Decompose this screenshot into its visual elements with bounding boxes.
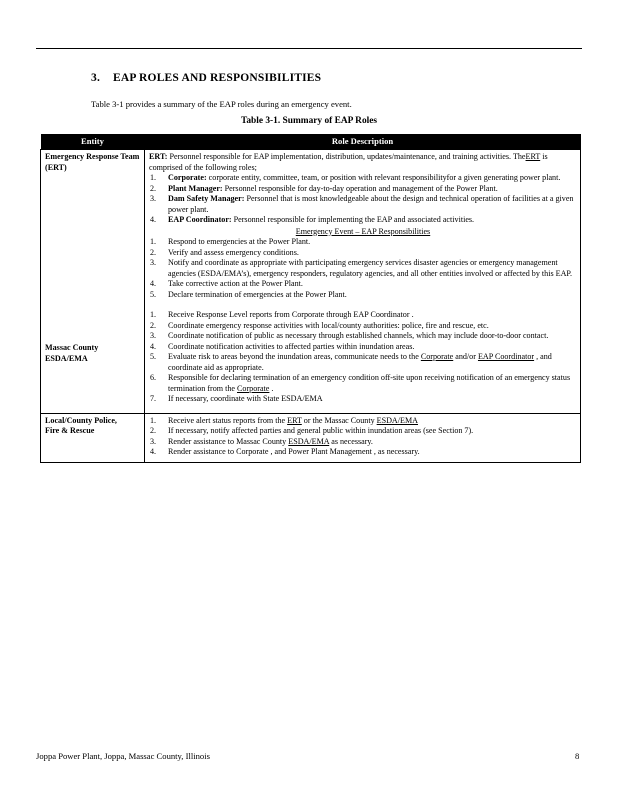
entity-cell <box>41 150 145 414</box>
ert-intro-text: Personnel responsible for EAP implementation, distribution, updates/maintenance, and training activities. The <box>167 152 526 161</box>
table-row-police <box>41 413 581 462</box>
list-item <box>149 321 577 332</box>
list-number: 1. <box>150 237 157 246</box>
list-item <box>149 248 577 259</box>
ert-responsibilities-list <box>149 237 577 300</box>
list-text: Declare termination of emergencies at the Power Plant. <box>168 289 347 299</box>
eap-coordinator-link[interactable]: EAP Coordinator <box>477 352 535 361</box>
list-text: Receive Response Level reports from Corporate through EAP Coordinator . <box>168 310 414 319</box>
list-item <box>149 394 577 405</box>
list-number: 5. <box>150 352 157 361</box>
list-text: . <box>269 383 274 393</box>
list-item <box>149 352 577 373</box>
eap-roles-table <box>40 134 581 463</box>
role-description-cell <box>145 150 581 414</box>
list-number: 2. <box>150 247 157 257</box>
list-number: 3. <box>150 331 157 340</box>
list-number: 1. <box>150 415 157 425</box>
role-label: Dam Safety Manager: <box>168 194 245 203</box>
ert-label: ERT: <box>149 152 168 161</box>
list-item <box>149 416 577 427</box>
list-number: 2. <box>150 320 157 330</box>
section-number: 3. <box>91 72 101 84</box>
list-number: 7. <box>150 394 157 403</box>
entity-spacer <box>45 173 141 343</box>
role-text: Personnel that is most knowledgeable about the design and technical operation of facilities at a given power plant. <box>168 194 574 214</box>
header-role-description: Role Description <box>145 134 581 150</box>
list-item <box>149 373 577 394</box>
entity-cell <box>41 413 145 462</box>
list-number: 2. <box>150 426 157 435</box>
list-item <box>149 279 577 290</box>
list-number: 5. <box>150 289 157 299</box>
list-number: 1. <box>150 310 157 319</box>
list-text: Receive alert status reports from the <box>168 415 288 425</box>
role-text: corporate entity, committee, team, or position with relevant responsibilityfor a given generating power plant. <box>206 173 561 182</box>
list-text: Render assistance to Massac County <box>168 436 289 446</box>
list-text: Render assistance to Corporate , and Power Plant Management , as necessary. <box>168 447 420 456</box>
intro-paragraph: Table 3-1 provides a summary of the EAP roles during an emergency event. <box>91 99 352 109</box>
list-item <box>149 437 577 448</box>
section-title: EAP ROLES AND RESPONSIBILITIES <box>113 72 322 84</box>
list-number: 4. <box>150 341 157 351</box>
entity-ert: Emergency Response Team (ERT) <box>45 152 140 172</box>
list-text: Coordinate emergency response activities with local/county authorities: police, fire and rescue, etc. <box>168 320 489 330</box>
list-text: Verify and assess emergency conditions. <box>168 247 299 257</box>
ert-link[interactable]: ERT <box>287 415 302 425</box>
section-spacer <box>149 300 577 310</box>
esda-list <box>149 310 577 405</box>
list-number: 4. <box>150 215 157 224</box>
list-text: and/or <box>453 352 478 361</box>
list-item <box>149 342 577 353</box>
list-item <box>149 173 577 184</box>
list-number: 4. <box>150 447 157 456</box>
list-item <box>149 331 577 342</box>
list-text: , and coordinate aid as appropriate. <box>168 352 552 372</box>
header-entity: Entity <box>41 134 145 150</box>
corporate-link[interactable]: Corporate <box>420 352 454 361</box>
list-number: 3. <box>150 194 157 203</box>
list-text: as necessary. <box>329 436 373 446</box>
list-item <box>149 447 577 458</box>
ert-intro-tail: is comprised of the following roles; <box>149 152 548 172</box>
list-text: Coordinate notification activities to affected parties within inundation areas. <box>168 341 415 351</box>
ert-link[interactable]: ERT <box>525 152 541 161</box>
ert-intro <box>149 152 577 173</box>
list-text: Notify and coordinate as appropriate with participating emergency services disaster agencies or emergency management agencies (ESDA/EMA’s), emergency responders, regulatory agencies, and all other entities involved or affected by this EAP. <box>168 258 573 278</box>
entity-esda: Massac County ESDA/EMA <box>45 343 99 363</box>
role-label: EAP Coordinator: <box>168 215 232 224</box>
list-item <box>149 237 577 248</box>
corporate-link[interactable]: Corporate <box>237 383 270 393</box>
table-row-ert-and-esda <box>41 150 581 414</box>
esda-ema-link[interactable]: ESDA/EMA <box>376 415 419 425</box>
role-description-cell <box>145 413 581 462</box>
list-number: 3. <box>150 258 157 267</box>
list-item <box>149 426 577 437</box>
role-label: Plant Manager: <box>168 183 223 193</box>
role-text: Personnel responsible for implementing the EAP and associated activities. <box>231 215 475 224</box>
event-responsibilities-heading: Emergency Event – EAP Responsibilities <box>295 226 431 236</box>
entity-police-line2: Fire & Rescue <box>45 426 95 435</box>
list-number: 1. <box>150 173 157 182</box>
list-number: 3. <box>150 436 157 446</box>
table-caption: Table 3-1. Summary of EAP Roles <box>240 116 378 126</box>
role-text: Personnel responsible for day-to-day operation and management of the Power Plant. <box>222 183 498 193</box>
list-item <box>149 310 577 321</box>
list-text: Responsible for declaring termination of an emergency condition off-site upon receiving notification of an emergency status termination from the <box>168 373 571 393</box>
entity-police-line1: Local/County Police, <box>45 415 117 425</box>
list-text: If necessary, notify affected parties and general public within inundation areas (see Section 7). <box>168 426 474 435</box>
list-item <box>149 184 577 195</box>
list-text: Evaluate risk to areas beyond the inundation areas, communicate needs to the <box>168 352 421 361</box>
role-label: Corporate: <box>168 173 207 182</box>
footer-document-location: Joppa Power Plant, Joppa, Massac County, Illinois <box>36 751 210 761</box>
section-spacer <box>149 405 577 409</box>
list-item <box>149 290 577 301</box>
list-text: Respond to emergencies at the Power Plant. <box>168 237 311 246</box>
list-item <box>149 215 577 226</box>
list-text: If necessary, coordinate with State ESDA/EMA <box>168 394 323 403</box>
section-heading <box>91 72 321 84</box>
header-rule <box>36 48 582 49</box>
ert-roles-list <box>149 173 577 226</box>
list-number: 4. <box>150 279 157 288</box>
list-number: 2. <box>150 183 157 193</box>
list-text: or the Massac County <box>301 415 377 425</box>
esda-ema-link[interactable]: ESDA/EMA <box>288 436 330 446</box>
table-header-row <box>41 134 581 150</box>
list-text: Take corrective action at the Power Plant. <box>168 279 303 288</box>
police-list <box>149 416 577 458</box>
list-text: Coordinate notification of public as necessary through established channels, which may include door-to-door contact. <box>168 331 549 340</box>
list-item <box>149 194 577 215</box>
list-number: 6. <box>150 373 157 382</box>
footer-page-number: 8 <box>575 751 580 761</box>
list-item <box>149 258 577 279</box>
